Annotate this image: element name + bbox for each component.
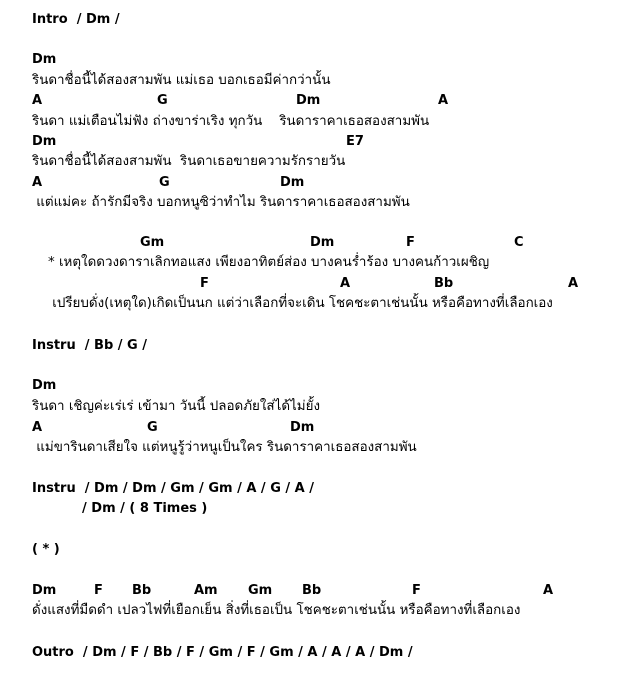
lyric-line — [0, 193, 620, 213]
lyric-line — [0, 253, 620, 273]
chord-text: A — [340, 276, 351, 291]
chord-line — [0, 233, 620, 253]
lyric-line — [0, 294, 620, 314]
chord-text: Dm — [32, 134, 57, 149]
chord-text: G — [147, 420, 158, 435]
chord-text: Instru / Bb / G / — [32, 338, 147, 353]
chord-text: A — [568, 276, 579, 291]
lyric-line — [0, 71, 620, 91]
lyric-text: รินดา เชิญค่ะเร่เร่ เข้ามา วันนี้ ปลอดภัยใส่ได้ไม่ยั้ง — [32, 399, 320, 414]
chord-text: Instru / Dm / Dm / Gm / Gm / A / G / A / — [32, 481, 315, 496]
chord-text: G — [159, 175, 170, 190]
chord-text: A — [32, 420, 43, 435]
chord-text: A — [32, 93, 43, 108]
chord-line — [0, 50, 620, 70]
chord-text: Bb — [434, 276, 454, 291]
lyric-line — [0, 438, 620, 458]
chord-text: Intro / Dm / — [32, 12, 120, 27]
chord-line — [0, 10, 620, 30]
chord-line — [0, 336, 620, 356]
chord-text: A — [543, 583, 554, 598]
chord-line — [0, 173, 620, 193]
chord-text: A — [438, 93, 449, 108]
chord-text: Dm — [32, 52, 57, 67]
chord-text: F — [412, 583, 421, 598]
chord-line — [0, 479, 620, 499]
lyric-text: รินดาชื่อนี้ได้สองสามพัน รินดาเธอขายความรักรายวัน — [32, 154, 346, 169]
chord-line — [0, 274, 620, 294]
chord-line — [0, 418, 620, 438]
chord-text: F — [94, 583, 103, 598]
chord-line — [0, 91, 620, 111]
chord-text: G — [157, 93, 168, 108]
chord-text: Bb — [302, 583, 322, 598]
chord-line — [0, 643, 620, 663]
chord-text: Gm — [140, 235, 165, 250]
chord-text: F — [200, 276, 209, 291]
lyric-text: * เหตุใดดวงดาราเลิกทอแสง เพียงอาทิตย์ส่อง บางคนร่ำร้อง บางคนก้าวเผชิญ — [48, 255, 490, 270]
chord-text: Outro / Dm / F / Bb / F / Gm / F / Gm / A / A / A / Dm / — [32, 645, 413, 660]
chord-text: ( * ) — [32, 542, 60, 557]
chord-text: Dm — [290, 420, 315, 435]
lyric-text: แต่แม่คะ ถ้ารักมีจริง บอกหนูซิว่าทำไม รินดาราคาเธอสองสามพัน — [32, 195, 410, 210]
lyric-text: แม่ขารินดาเสียใจ แต่หนูรู้ว่าหนูเป็นใคร รินดาราคาเธอสองสามพัน — [32, 440, 417, 455]
chord-text: C — [514, 235, 524, 250]
chord-text: F — [406, 235, 415, 250]
lyric-text: รินดาชื่อนี้ได้สองสามพัน แม่เธอ บอกเธอมีค่ากว่านั้น — [32, 73, 331, 88]
lyric-line — [0, 601, 620, 621]
chord-text: Dm — [310, 235, 335, 250]
chord-text: E7 — [346, 134, 364, 149]
chord-line — [0, 132, 620, 152]
lyric-text: เปรียบดั่ง(เหตุใด)เกิดเป็นนก แต่ว่าเลือกที่จะเดิน โชคชะตาเช่นนั้น หรือคือทางที่เลือกเอง — [48, 296, 553, 311]
chord-text: Dm — [280, 175, 305, 190]
chord-text: Dm — [32, 583, 57, 598]
chord-text: / Dm / ( 8 Times ) — [82, 501, 208, 516]
chord-line — [0, 499, 620, 519]
chord-text: Gm — [248, 583, 273, 598]
chord-line — [0, 540, 620, 560]
chord-text: Bb — [132, 583, 152, 598]
lyric-line — [0, 112, 620, 132]
chord-text: Dm — [32, 378, 57, 393]
lyric-text: ดั่งแสงที่มืดดำ เปลวไฟที่เยือกเย็น สิ่งที่เธอเป็น โชคชะตาเช่นนั้น หรือคือทางที่เลือกเอง — [32, 603, 521, 618]
lyric-line — [0, 397, 620, 417]
chord-text: Dm — [296, 93, 321, 108]
lyric-line — [0, 152, 620, 172]
chord-line — [0, 581, 620, 601]
chord-text: Am — [194, 583, 218, 598]
lyric-text: รินดา แม่เตือนไม่ฟัง ถ่างขาร่าเริง ทุกวัน รินดาราคาเธอสองสามพัน — [32, 114, 430, 129]
chord-line — [0, 376, 620, 396]
chord-text: A — [32, 175, 43, 190]
